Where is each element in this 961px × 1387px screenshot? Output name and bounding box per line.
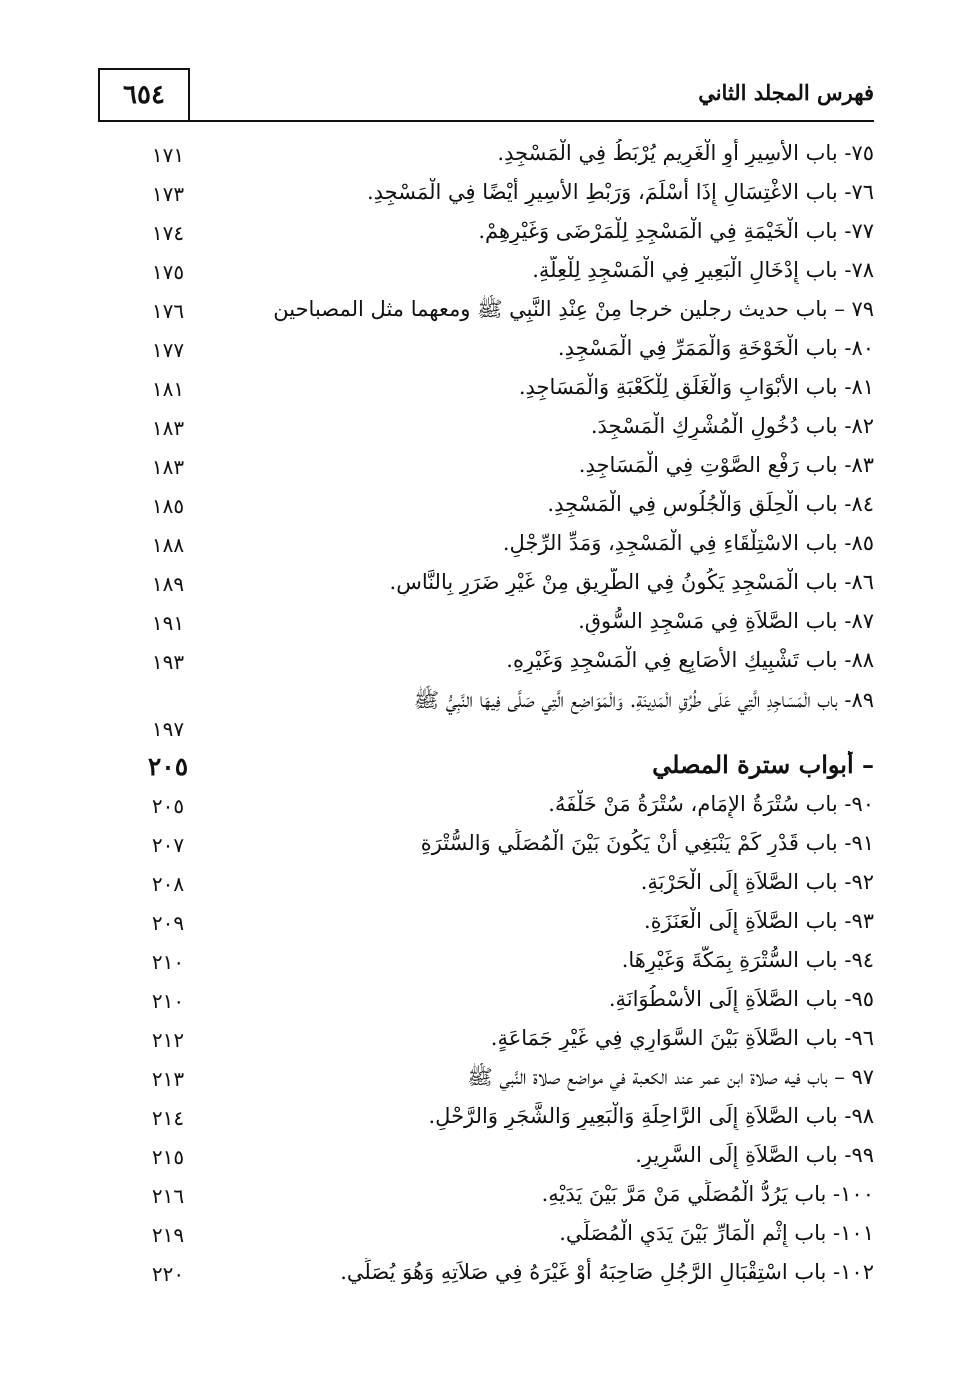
entry-title: ١٠٠- باب يَرُدُّ الْمُصَلِّي مَنْ مَرَّ بَيْنَ يَدَيْهِ. [541, 1182, 874, 1206]
index-entry [100, 176, 874, 215]
index-entry [100, 215, 874, 254]
index-entry [100, 1256, 874, 1295]
index-entry [100, 137, 874, 176]
entry-page-number: ١٨٣ [151, 455, 185, 479]
index-entry [100, 866, 874, 905]
entry-title: ٩٣- باب الصَّلاَةِ إِلَى الْعَنَزَةِ. [643, 909, 874, 933]
entry-page-number: ٢٢٠ [151, 1262, 185, 1286]
index-entry [100, 293, 874, 332]
entry-page-number: ٢١٠ [151, 989, 185, 1013]
entry-page-number: ١٨٩ [151, 572, 185, 596]
entry-title: ١٠١- باب إِثْمِ الْمَارِّ بَيْنَ يَدَيِ الْمُصَلِّي. [559, 1221, 874, 1245]
entry-page-number: ١٩٣ [151, 650, 185, 674]
entry-title: ٩٧ – باب فيه صلاة ابن عمر عند الكعبة في مواضع صلاة النَّبي ﷺ [467, 1065, 874, 1089]
index-entry [100, 1217, 874, 1256]
index-entry [100, 449, 874, 488]
entry-page-number: ١٧٣ [151, 182, 185, 206]
entry-title: ٩٥- باب الصَّلاَةِ إِلَى الأُسْطُوَانَةِ. [608, 987, 874, 1011]
entry-page-number: ١٧٥ [151, 260, 185, 284]
page-number-box [98, 68, 190, 120]
index-entry [100, 683, 874, 749]
section-heading-row [100, 749, 874, 788]
index-entry [100, 1061, 874, 1100]
index-entry [100, 788, 874, 827]
entry-page-number: ٢٠٩ [151, 911, 185, 935]
index-entry [100, 254, 874, 293]
entry-title: ٨٥- باب الاسْتِلْقَاءِ فِي الْمَسْجِدِ، وَمَدِّ الرِّجْلِ. [502, 531, 874, 555]
index-entry [100, 1022, 874, 1061]
index-entry [100, 944, 874, 983]
entry-title: ٧٥- باب الأَسِيرِ أَوِ الْغَرِيمِ يُرْبَطُ فِي الْمَسْجِدِ. [497, 141, 874, 165]
index-entry [100, 332, 874, 371]
entry-title: ٩٦- باب الصَّلاَةِ بَيْنَ السَّوَارِي فِي غَيْرِ جَمَاعَةٍ. [490, 1026, 874, 1050]
entry-title: ٩٤- باب السُّتْرَةِ بِمَكَّةَ وَغَيْرِهَا. [621, 948, 874, 972]
entry-page-number: ٢٠٨ [151, 872, 185, 896]
index-entry [100, 644, 874, 683]
entry-title: ١٠٢- باب اسْتِقْبَالِ الرَّجُلِ صَاحِبَهُ أَوْ غَيْرَهُ فِي صَلاَتِهِ وَهُوَ يُصَلِّي. [340, 1260, 874, 1284]
index-entry [100, 1100, 874, 1139]
index-entry [100, 371, 874, 410]
entry-title: ٨٦- باب الْمَسْجِدِ يَكُونُ فِي الطَّرِيقِ مِنْ غَيْرِ ضَرَرٍ بِالنَّاسِ. [389, 570, 874, 594]
index-entry [100, 983, 874, 1022]
index-entry [100, 1139, 874, 1178]
entry-page-number: ٢١٢ [151, 1028, 185, 1052]
entry-page-number: ٢١٥ [151, 1145, 185, 1169]
index-entry [100, 605, 874, 644]
entry-title: ٨٣- باب رَفْعِ الصَّوْتِ فِي الْمَسَاجِدِ. [578, 453, 874, 477]
entry-title: ٩٠- باب سُتْرَةُ الإِمَامِ، سُتْرَةُ مَنْ خَلْفَهُ. [548, 792, 874, 816]
page-header [98, 68, 874, 122]
entry-page-number: ١٨١ [151, 377, 185, 401]
index-entry [100, 527, 874, 566]
entry-page-number: ٢١٦ [151, 1184, 185, 1208]
entry-page-number: ٢١٠ [151, 950, 185, 974]
entry-page-number: ١٨٥ [151, 494, 185, 518]
index-entry [100, 488, 874, 527]
entry-page-number: ٢٠٥ [147, 752, 189, 781]
entry-title: ٩٩- باب الصَّلاَةِ إِلَى السَّرِيرِ. [635, 1143, 874, 1167]
entry-page-number: ٢١٩ [151, 1223, 185, 1247]
entry-title: ٨٧- باب الصَّلاَةِ فِي مَسْجِدِ السُّوقِ. [578, 609, 874, 633]
entry-page-number: ٢٠٧ [151, 833, 185, 857]
entry-title: ٧٧- باب الْخَيْمَةِ فِي الْمَسْجِدِ لِلْمَرْضَى وَغَيْرِهِمْ. [478, 219, 874, 243]
entry-title: ٨١- باب الأَبْوَابِ وَالْغَلَقِ لِلْكَعْبَةِ وَالْمَسَاجِدِ. [518, 375, 874, 399]
entry-title: ٨٠- باب الْخَوْخَةِ وَالْمَمَرِّ فِي الْمَسْجِدِ. [557, 336, 874, 360]
entry-page-number: ١٧٤ [151, 221, 185, 245]
entry-title: ٩٨- باب الصَّلاَةِ إِلَى الرَّاحِلَةِ وَالْبَعِيرِ وَالشَّجَرِ وَالرَّحْلِ. [428, 1104, 874, 1128]
running-title: فهرس المجلد الثاني [698, 80, 874, 105]
index-entry [100, 410, 874, 449]
entry-title: ٩١- باب قَدْرِ كَمْ يَنْبَغِي أَنْ يَكُونَ بَيْنَ الْمُصَلِّي وَالسُّتْرَةِ [420, 831, 874, 855]
index-entry [100, 827, 874, 866]
index-entry [100, 566, 874, 605]
entry-title: ٨٨- باب تَشْبِيكِ الأَصَابِعِ فِي الْمَسْجِدِ وَغَيْرِهِ. [506, 648, 874, 672]
entry-page-number: ١٩١ [151, 611, 185, 635]
entry-page-number: ١٩٧ [151, 717, 185, 741]
entry-title: ٧٨- باب إِدْخَالِ الْبَعِيرِ فِي الْمَسْجِدِ لِلْعِلَّةِ. [532, 258, 874, 282]
entry-page-number: ١٨٨ [151, 533, 185, 557]
index-entry [100, 905, 874, 944]
entry-page-number: ٢١٤ [151, 1106, 185, 1130]
entry-page-number: ٢١٣ [151, 1067, 185, 1091]
entry-title: ٨٩- باب الْمَسَاجِدِ الَّتِي عَلَى طُرُقِ الْمَدِينَةِ. وَالْمَوَاضِعِ الَّتِي صَلَّى فِيهَا النَّبِيُّ ﷺ [413, 688, 874, 712]
entry-title: ٧٦- باب الاغْتِسَالِ إِذَا أَسْلَمَ، وَرَبْطِ الأَسِيرِ أَيْضًا فِي الْمَسْجِدِ. [366, 180, 874, 204]
section-title: – أبواب سترة المصلي [652, 751, 874, 779]
entry-title: ٧٩ – باب حديث رجلين خرجا مِنْ عِنْدِ النَّبِي ﷺ ومعهما مثل المصباحين [273, 297, 874, 321]
entry-page-number: ١٧٦ [151, 299, 185, 323]
entry-title: ٨٢- باب دُخُولِ الْمُشْرِكِ الْمَسْجِدَ. [590, 414, 874, 438]
entry-page-number: ١٧٧ [151, 338, 185, 362]
index-entry [100, 1178, 874, 1217]
entry-page-number: ٢٠٥ [151, 794, 185, 818]
page-number: ٦٥٤ [123, 80, 165, 110]
entry-page-number: ١٨٣ [151, 416, 185, 440]
entry-page-number: ١٧١ [151, 143, 185, 167]
entry-title: ٩٢- باب الصَّلاَةِ إِلَى الْحَرْبَةِ. [640, 870, 874, 894]
index-entries [100, 137, 874, 1295]
entry-title: ٨٤- باب الْحِلَقِ وَالْجُلُوسِ فِي الْمَسْجِدِ. [547, 492, 874, 516]
